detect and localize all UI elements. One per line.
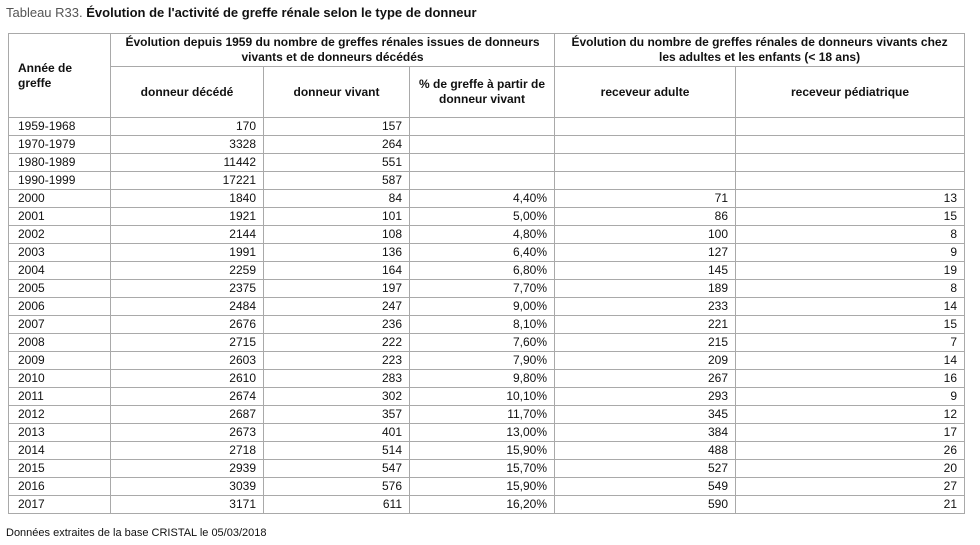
cell-pct: 11,70% bbox=[410, 406, 555, 424]
table-row bbox=[9, 352, 965, 370]
cell-living: 551 bbox=[264, 154, 410, 172]
cell-adult: 221 bbox=[555, 316, 736, 334]
table-body bbox=[9, 118, 965, 514]
cell-adult: 71 bbox=[555, 190, 736, 208]
cell-adult: 293 bbox=[555, 388, 736, 406]
cell-deceased: 11442 bbox=[111, 154, 264, 172]
cell-year: 2016 bbox=[9, 478, 111, 496]
cell-living: 164 bbox=[264, 262, 410, 280]
cell-living: 611 bbox=[264, 496, 410, 514]
cell-adult: 215 bbox=[555, 334, 736, 352]
table-row bbox=[9, 424, 965, 442]
cell-year: 2002 bbox=[9, 226, 111, 244]
cell-deceased: 2673 bbox=[111, 424, 264, 442]
cell-pediatric: 20 bbox=[736, 460, 965, 478]
cell-pct: 6,80% bbox=[410, 262, 555, 280]
cell-pediatric: 17 bbox=[736, 424, 965, 442]
cell-pct: 4,40% bbox=[410, 190, 555, 208]
cell-pct: 9,80% bbox=[410, 370, 555, 388]
cell-deceased: 2674 bbox=[111, 388, 264, 406]
cell-year: 2015 bbox=[9, 460, 111, 478]
cell-year: 2000 bbox=[9, 190, 111, 208]
cell-pct: 15,70% bbox=[410, 460, 555, 478]
cell-deceased: 2718 bbox=[111, 442, 264, 460]
cell-adult bbox=[555, 154, 736, 172]
cell-pediatric: 27 bbox=[736, 478, 965, 496]
cell-living: 401 bbox=[264, 424, 410, 442]
cell-deceased: 2603 bbox=[111, 352, 264, 370]
header-year: Année de greffe bbox=[9, 34, 111, 118]
cell-pediatric: 19 bbox=[736, 262, 965, 280]
table-row bbox=[9, 154, 965, 172]
cell-year: 1990-1999 bbox=[9, 172, 111, 190]
cell-living: 587 bbox=[264, 172, 410, 190]
cell-living: 576 bbox=[264, 478, 410, 496]
cell-adult: 127 bbox=[555, 244, 736, 262]
cell-pediatric bbox=[736, 154, 965, 172]
table-row bbox=[9, 298, 965, 316]
table-row bbox=[9, 244, 965, 262]
cell-living: 236 bbox=[264, 316, 410, 334]
cell-living: 136 bbox=[264, 244, 410, 262]
cell-deceased: 17221 bbox=[111, 172, 264, 190]
table-row bbox=[9, 370, 965, 388]
cell-pct: 5,00% bbox=[410, 208, 555, 226]
cell-deceased: 2715 bbox=[111, 334, 264, 352]
cell-living: 108 bbox=[264, 226, 410, 244]
cell-year: 1970-1979 bbox=[9, 136, 111, 154]
cell-living: 247 bbox=[264, 298, 410, 316]
cell-pediatric: 15 bbox=[736, 208, 965, 226]
cell-deceased: 1840 bbox=[111, 190, 264, 208]
cell-living: 84 bbox=[264, 190, 410, 208]
cell-year: 2006 bbox=[9, 298, 111, 316]
cell-pct bbox=[410, 136, 555, 154]
cell-deceased: 2259 bbox=[111, 262, 264, 280]
kidney-transplant-table bbox=[8, 33, 965, 514]
cell-pediatric: 14 bbox=[736, 352, 965, 370]
table-title-text: Évolution de l'activité de greffe rénale selon le type de donneur bbox=[86, 5, 477, 20]
table-row bbox=[9, 136, 965, 154]
header-group-recipient-age: Évolution du nombre de greffes rénales de donneurs vivants chez les adultes et les enfants (< 18 ans) bbox=[555, 34, 965, 67]
cell-year: 1959-1968 bbox=[9, 118, 111, 136]
cell-deceased: 3328 bbox=[111, 136, 264, 154]
cell-pct: 13,00% bbox=[410, 424, 555, 442]
cell-pct: 10,10% bbox=[410, 388, 555, 406]
cell-living: 514 bbox=[264, 442, 410, 460]
table-row bbox=[9, 406, 965, 424]
cell-year: 2009 bbox=[9, 352, 111, 370]
header-living-donor-pct: % de greffe à partir de donneur vivant bbox=[410, 67, 555, 118]
cell-year: 2014 bbox=[9, 442, 111, 460]
table-row bbox=[9, 226, 965, 244]
cell-pct: 6,40% bbox=[410, 244, 555, 262]
table-row bbox=[9, 262, 965, 280]
cell-pct: 15,90% bbox=[410, 442, 555, 460]
cell-year: 1980-1989 bbox=[9, 154, 111, 172]
header-deceased-donor: donneur décédé bbox=[111, 67, 264, 118]
cell-adult: 384 bbox=[555, 424, 736, 442]
cell-living: 223 bbox=[264, 352, 410, 370]
table-row bbox=[9, 172, 965, 190]
header-living-donor: donneur vivant bbox=[264, 67, 410, 118]
table-row bbox=[9, 478, 965, 496]
cell-adult: 100 bbox=[555, 226, 736, 244]
cell-living: 302 bbox=[264, 388, 410, 406]
cell-living: 197 bbox=[264, 280, 410, 298]
cell-adult: 233 bbox=[555, 298, 736, 316]
table-row bbox=[9, 388, 965, 406]
cell-pediatric bbox=[736, 136, 965, 154]
cell-living: 357 bbox=[264, 406, 410, 424]
header-group-donor-type: Évolution depuis 1959 du nombre de greffes rénales issues de donneurs vivants et de donneurs décédés bbox=[111, 34, 555, 67]
cell-pediatric: 26 bbox=[736, 442, 965, 460]
table-row bbox=[9, 208, 965, 226]
cell-deceased: 2484 bbox=[111, 298, 264, 316]
table-row bbox=[9, 334, 965, 352]
cell-pct: 4,80% bbox=[410, 226, 555, 244]
cell-adult bbox=[555, 136, 736, 154]
cell-living: 283 bbox=[264, 370, 410, 388]
cell-living: 101 bbox=[264, 208, 410, 226]
cell-adult bbox=[555, 118, 736, 136]
cell-pct bbox=[410, 118, 555, 136]
cell-pct bbox=[410, 154, 555, 172]
cell-living: 222 bbox=[264, 334, 410, 352]
cell-pediatric: 9 bbox=[736, 388, 965, 406]
table-title bbox=[6, 5, 477, 21]
cell-deceased: 2676 bbox=[111, 316, 264, 334]
cell-pediatric: 13 bbox=[736, 190, 965, 208]
cell-year: 2001 bbox=[9, 208, 111, 226]
cell-living: 264 bbox=[264, 136, 410, 154]
cell-adult: 488 bbox=[555, 442, 736, 460]
cell-pct: 15,90% bbox=[410, 478, 555, 496]
cell-deceased: 1921 bbox=[111, 208, 264, 226]
header-adult-recipient: receveur adulte bbox=[555, 67, 736, 118]
cell-deceased: 1991 bbox=[111, 244, 264, 262]
cell-pediatric: 8 bbox=[736, 280, 965, 298]
cell-living: 157 bbox=[264, 118, 410, 136]
cell-adult: 527 bbox=[555, 460, 736, 478]
cell-deceased: 2375 bbox=[111, 280, 264, 298]
header-pediatric-recipient: receveur pédiatrique bbox=[736, 67, 965, 118]
cell-pct: 16,20% bbox=[410, 496, 555, 514]
cell-living: 547 bbox=[264, 460, 410, 478]
cell-pediatric: 15 bbox=[736, 316, 965, 334]
cell-deceased: 3171 bbox=[111, 496, 264, 514]
data-source-note: Données extraites de la base CRISTAL le 05/03/2018 bbox=[6, 527, 267, 539]
cell-pediatric: 12 bbox=[736, 406, 965, 424]
cell-deceased: 2610 bbox=[111, 370, 264, 388]
cell-year: 2003 bbox=[9, 244, 111, 262]
cell-deceased: 2687 bbox=[111, 406, 264, 424]
cell-pediatric: 21 bbox=[736, 496, 965, 514]
cell-year: 2005 bbox=[9, 280, 111, 298]
cell-year: 2007 bbox=[9, 316, 111, 334]
table-row bbox=[9, 460, 965, 478]
cell-deceased: 3039 bbox=[111, 478, 264, 496]
table-row bbox=[9, 190, 965, 208]
cell-year: 2012 bbox=[9, 406, 111, 424]
cell-pediatric: 8 bbox=[736, 226, 965, 244]
table-row bbox=[9, 496, 965, 514]
table-row bbox=[9, 316, 965, 334]
cell-pct: 7,90% bbox=[410, 352, 555, 370]
cell-adult: 189 bbox=[555, 280, 736, 298]
cell-adult: 145 bbox=[555, 262, 736, 280]
table-row bbox=[9, 280, 965, 298]
cell-pct: 7,60% bbox=[410, 334, 555, 352]
cell-year: 2017 bbox=[9, 496, 111, 514]
cell-adult: 549 bbox=[555, 478, 736, 496]
cell-adult bbox=[555, 172, 736, 190]
cell-adult: 345 bbox=[555, 406, 736, 424]
cell-pediatric bbox=[736, 118, 965, 136]
cell-year: 2004 bbox=[9, 262, 111, 280]
cell-year: 2008 bbox=[9, 334, 111, 352]
cell-adult: 267 bbox=[555, 370, 736, 388]
cell-deceased: 170 bbox=[111, 118, 264, 136]
cell-adult: 590 bbox=[555, 496, 736, 514]
cell-pediatric: 9 bbox=[736, 244, 965, 262]
cell-pediatric: 14 bbox=[736, 298, 965, 316]
cell-deceased: 2939 bbox=[111, 460, 264, 478]
cell-year: 2010 bbox=[9, 370, 111, 388]
cell-adult: 209 bbox=[555, 352, 736, 370]
cell-pediatric: 7 bbox=[736, 334, 965, 352]
cell-year: 2013 bbox=[9, 424, 111, 442]
cell-pct: 9,00% bbox=[410, 298, 555, 316]
cell-adult: 86 bbox=[555, 208, 736, 226]
cell-pediatric bbox=[736, 172, 965, 190]
table-row bbox=[9, 118, 965, 136]
cell-year: 2011 bbox=[9, 388, 111, 406]
cell-deceased: 2144 bbox=[111, 226, 264, 244]
cell-pct: 8,10% bbox=[410, 316, 555, 334]
table-number: Tableau R33. bbox=[6, 5, 83, 20]
cell-pct bbox=[410, 172, 555, 190]
cell-pct: 7,70% bbox=[410, 280, 555, 298]
table-row bbox=[9, 442, 965, 460]
cell-pediatric: 16 bbox=[736, 370, 965, 388]
